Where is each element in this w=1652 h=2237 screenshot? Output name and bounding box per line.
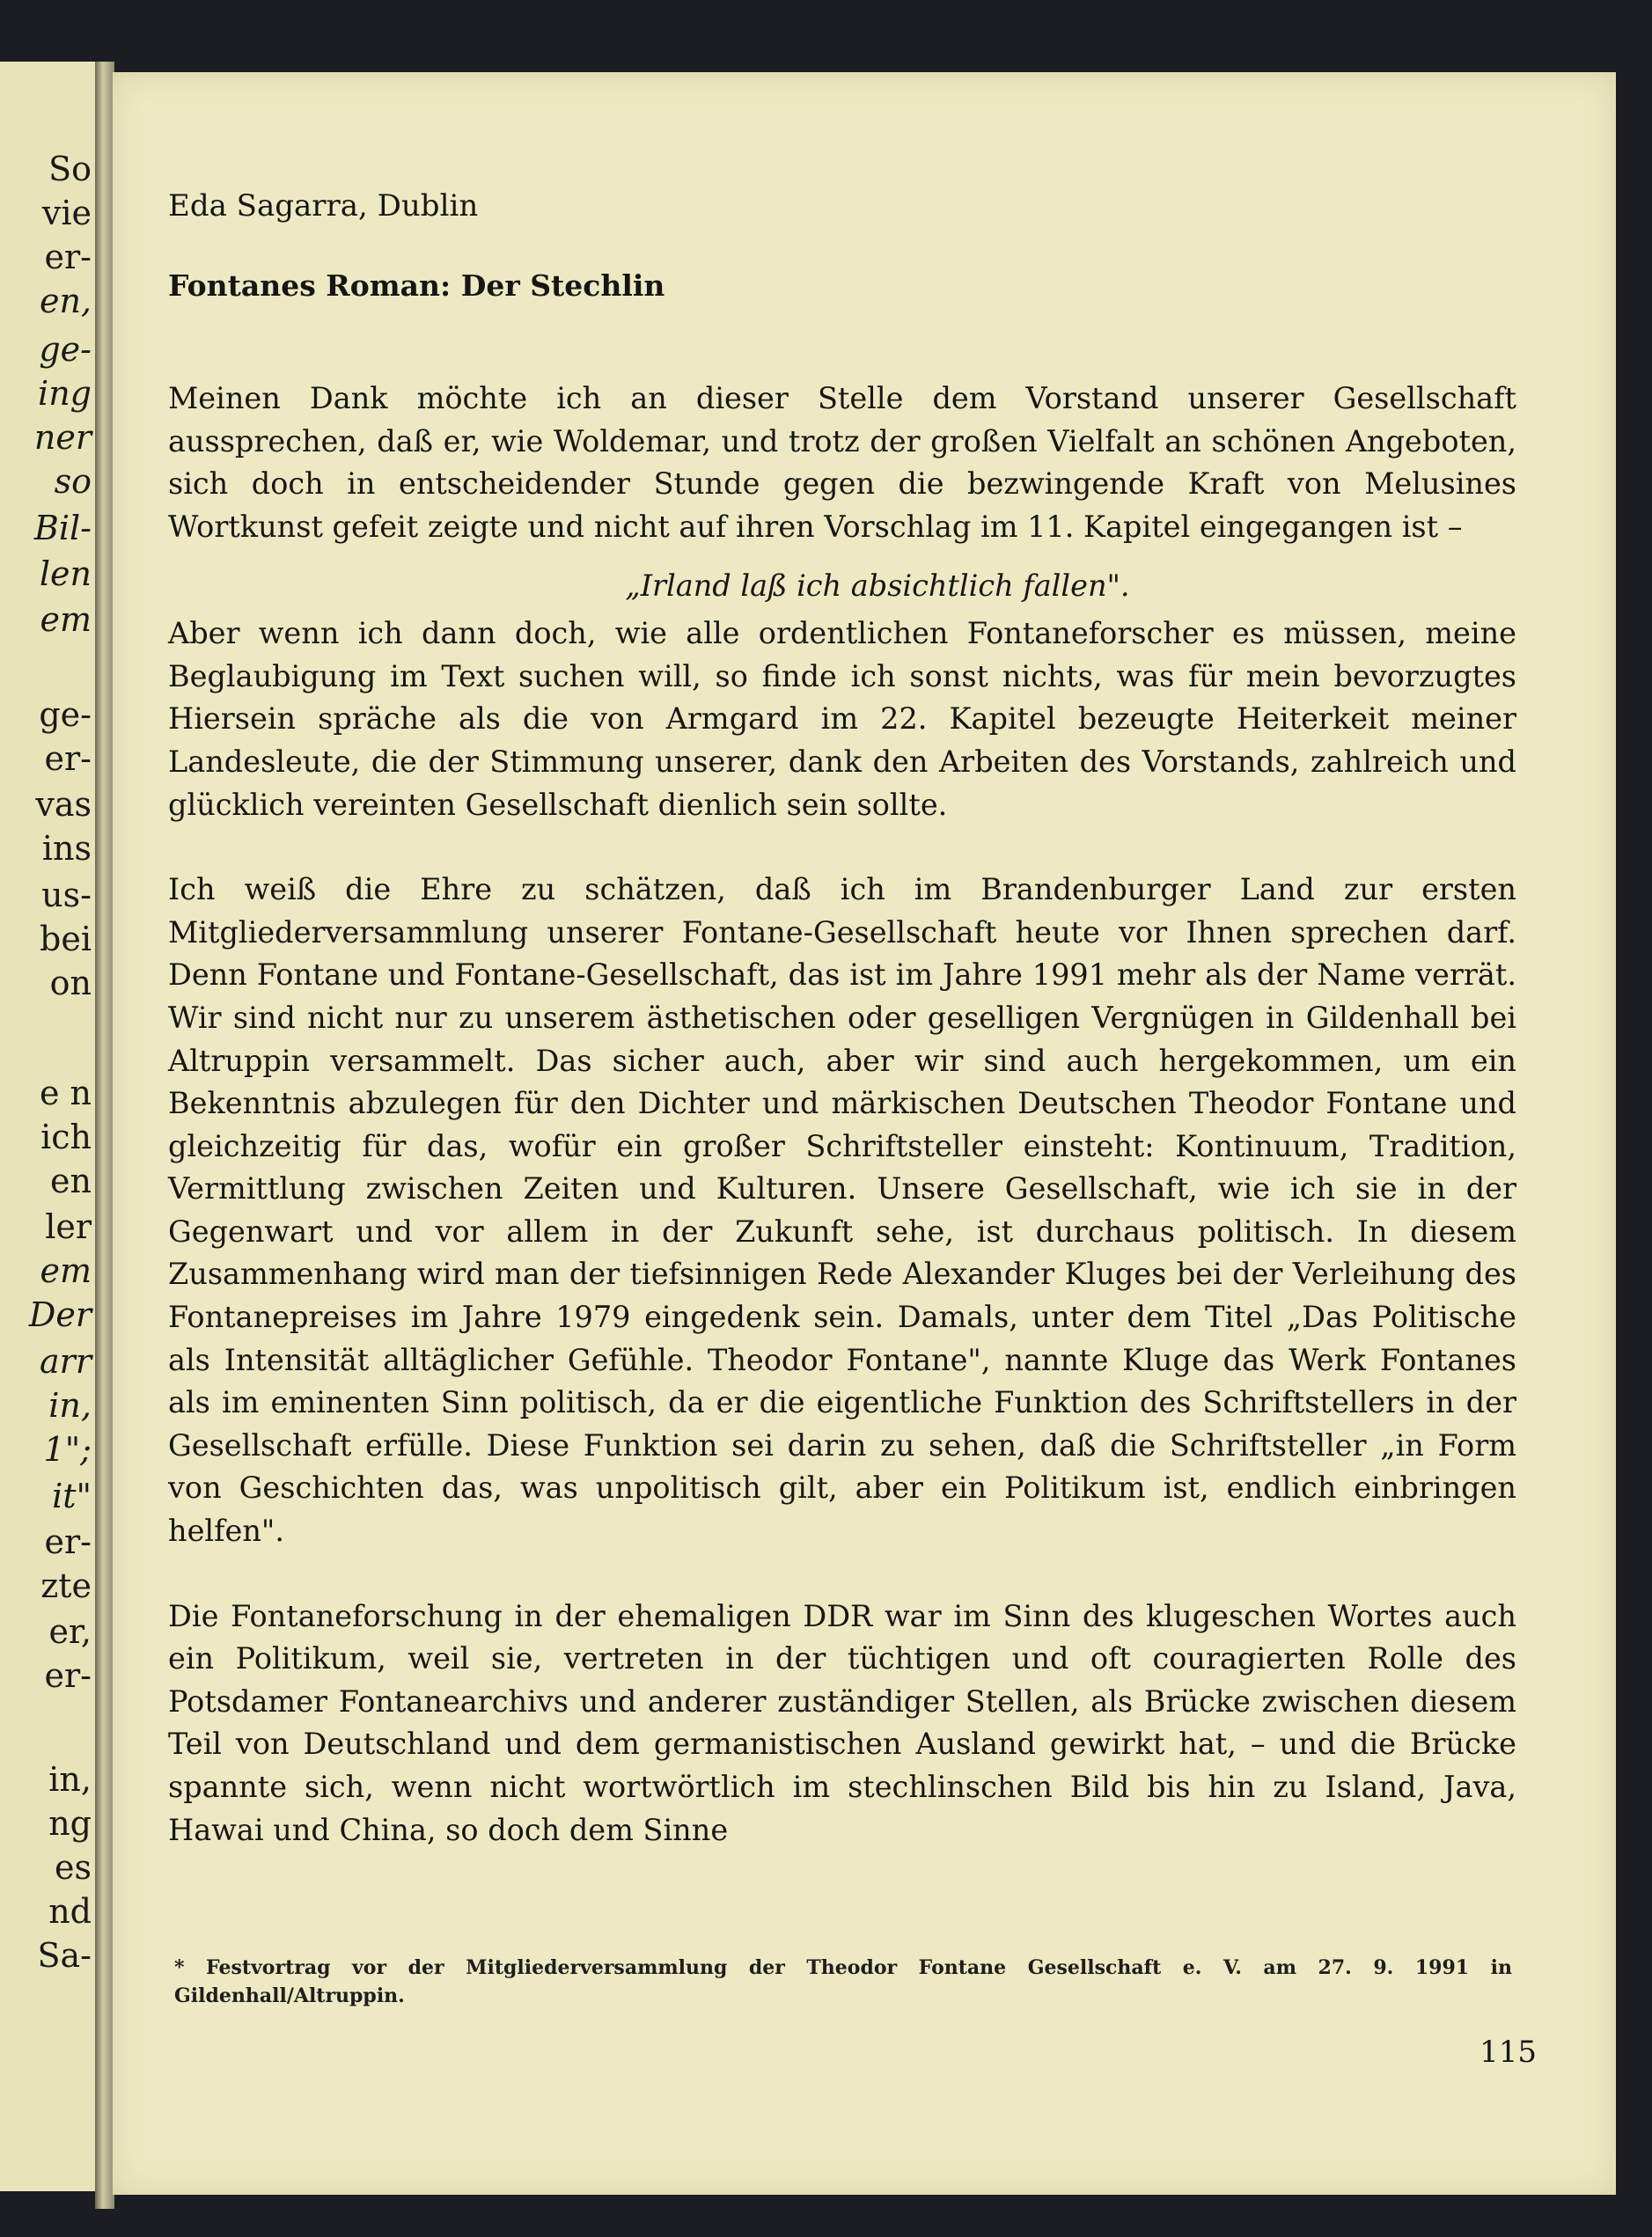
left-page-fragment: ng: [48, 1804, 92, 1843]
left-page-fragment: ner: [33, 418, 92, 457]
left-page-fragment: er-: [44, 1522, 92, 1561]
left-page-fragment: nd: [48, 1892, 92, 1931]
footnote: * Festvortrag vor der Mitgliederversammlung der Theodor Fontane Gesellschaft e. V. am 27. 9. 1991 in Gildenhall/Altruppin.: [174, 1956, 1512, 2007]
paragraph: Die Fontaneforschung in der ehemaligen DDR war im Sinn des klugeschen Wortes auch ein Politikum, weil sie, vertreten in der tüchtigen und oft couragierten Rolle des Potsdamer Fontanearchivs und anderer zuständiger Stellen, als Brücke zwischen diesem Teil von Deutschland und dem germanistischen Ausland gewirkt hat, – und die Brücke spannte sich, wenn nicht wortwörtlich im stechlinschen Bild bis hin zu Island, Java, Hawai und China, so doch dem Sinne: [168, 1598, 1516, 1847]
left-page-fragment: on: [49, 964, 92, 1002]
left-page-fragment: us-: [41, 876, 92, 914]
left-page-fragment: Der: [28, 1295, 92, 1334]
paragraph: Aber wenn ich dann doch, wie alle ordentlichen Fontaneforscher es müssen, meine Beglaubigung im Text suchen will, so finde ich sonst nichts, was für mein bevorzugtes Hiersein spräche als die von Armgard im 22. Kapitel bezeugte Heiterkeit meiner Landesleute, die der Stimmung unserer, dank den Arbeiten des Vorstands, zahlreich und glücklich vereinten Gesellschaft dienlich sein sollte.: [168, 616, 1516, 822]
left-page-fragment: e n: [39, 1074, 92, 1112]
left-page-fragment: len: [39, 554, 92, 593]
left-page-fragment: er-: [44, 1656, 92, 1695]
left-page-fragment: ing: [38, 374, 92, 413]
left-page-fragment: er-: [44, 238, 92, 276]
left-page-fragment: ler: [45, 1207, 92, 1246]
left-page-fragment: er-: [44, 739, 92, 778]
block-quote: „Irland laß ich absichtlich fallen".: [625, 568, 1130, 603]
left-page-fragment: bei: [40, 920, 92, 958]
left-page-fragment: in,: [48, 1760, 92, 1799]
left-page-fragment: Sa-: [37, 1936, 92, 1975]
left-page-fragment: vie: [41, 194, 92, 232]
left-page-fragment: er,: [48, 1612, 92, 1651]
article-title: Fontanes Roman: Der Stechlin: [168, 268, 665, 303]
paragraph: Ich weiß die Ehre zu schätzen, daß ich im Brandenburger Land zur ersten Mitgliederversammlung unserer Fontane-Gesellschaft heute vor Ihnen sprechen darf. Denn Fontane und Fontane-Gesellschaft, das ist im Jahre 1991 mehr als der Name verrät. Wir sind nicht nur zu unserem ästhetischen oder geselligen Vergnügen in Gildenhall bei Altruppin versammelt. Das sicher auch, aber wir sind auch hergekommen, um ein Bekenntnis abzulegen für den Dichter und märkischen Deutschen Theodor Fontane und gleichzeitig für das, wofür ein großer Schriftsteller einsteht: Kontinuum, Tradition, Vermittlung zwischen Zeiten und Kulturen. Unsere Gesellschaft, wie ich sie in der Gegenwart und vor allem in der Zukunft sehe, ist durchaus politisch. In diesem Zusammenhang wird man der tiefsinnigen Rede Alexander Kluges bei der Verleihung des Fontanepreises im Jahre 1979 eingedenk sein. Damals, unter dem Titel „Das Politische als Intensität alltäglicher Gefühle. Theodor Fontane", nannte Kluge das Werk Fontanes als im eminenten Sinn politisch, da er die eigentliche Funktion des Schriftstellers in der Gesellschaft erfülle. Diese Funktion sei darin zu sehen, daß die Schriftsteller „in Form von Geschichten das, was unpolitisch gilt, aber ein Politikum ist, endlich einbringen helfen".: [168, 872, 1516, 1549]
left-page-fragment: Bil-: [33, 509, 92, 547]
previous-page-edge: [0, 62, 97, 2191]
left-page-fragment: en: [50, 1162, 92, 1200]
page-body: [168, 185, 1516, 1852]
left-page-fragment: it": [52, 1477, 92, 1515]
left-page-fragment: ins: [41, 829, 92, 868]
left-page-fragment: So: [48, 150, 92, 188]
author-line: Eda Sagarra, Dublin: [168, 188, 479, 224]
left-page-fragment: en,: [39, 282, 92, 320]
left-page-fragment: so: [54, 462, 92, 501]
left-page-fragment: em: [40, 600, 92, 639]
left-page-fragment: ge-: [39, 330, 92, 369]
left-page-fragment: ge-: [39, 695, 92, 734]
left-page-fragment: arr: [40, 1342, 92, 1381]
left-page-fragment: in,: [48, 1386, 92, 1425]
left-page-fragment: zte: [40, 1566, 92, 1605]
book-gutter: [95, 62, 114, 2209]
left-page-fragment: 1";: [43, 1430, 92, 1469]
left-page-fragment: ich: [40, 1118, 92, 1156]
paragraph: Meinen Dank möchte ich an dieser Stelle dem Vorstand unserer Gesellschaft aussprechen, daß er, wie Woldemar, und trotz der großen Vielfalt an schönen Angeboten, sich doch in entscheidender Stunde gegen die bezwingende Kraft von Melusines Wortkunst gefeit zeigte und nicht auf ihren Vorschlag im 11. Kapitel eingegangen ist –: [168, 381, 1516, 544]
left-page-fragment: es: [55, 1848, 92, 1887]
left-page-fragment: em: [40, 1251, 92, 1290]
left-page-fragment: vas: [35, 785, 92, 824]
book-page: [113, 72, 1616, 2195]
page-number: 115: [1479, 2035, 1537, 2070]
